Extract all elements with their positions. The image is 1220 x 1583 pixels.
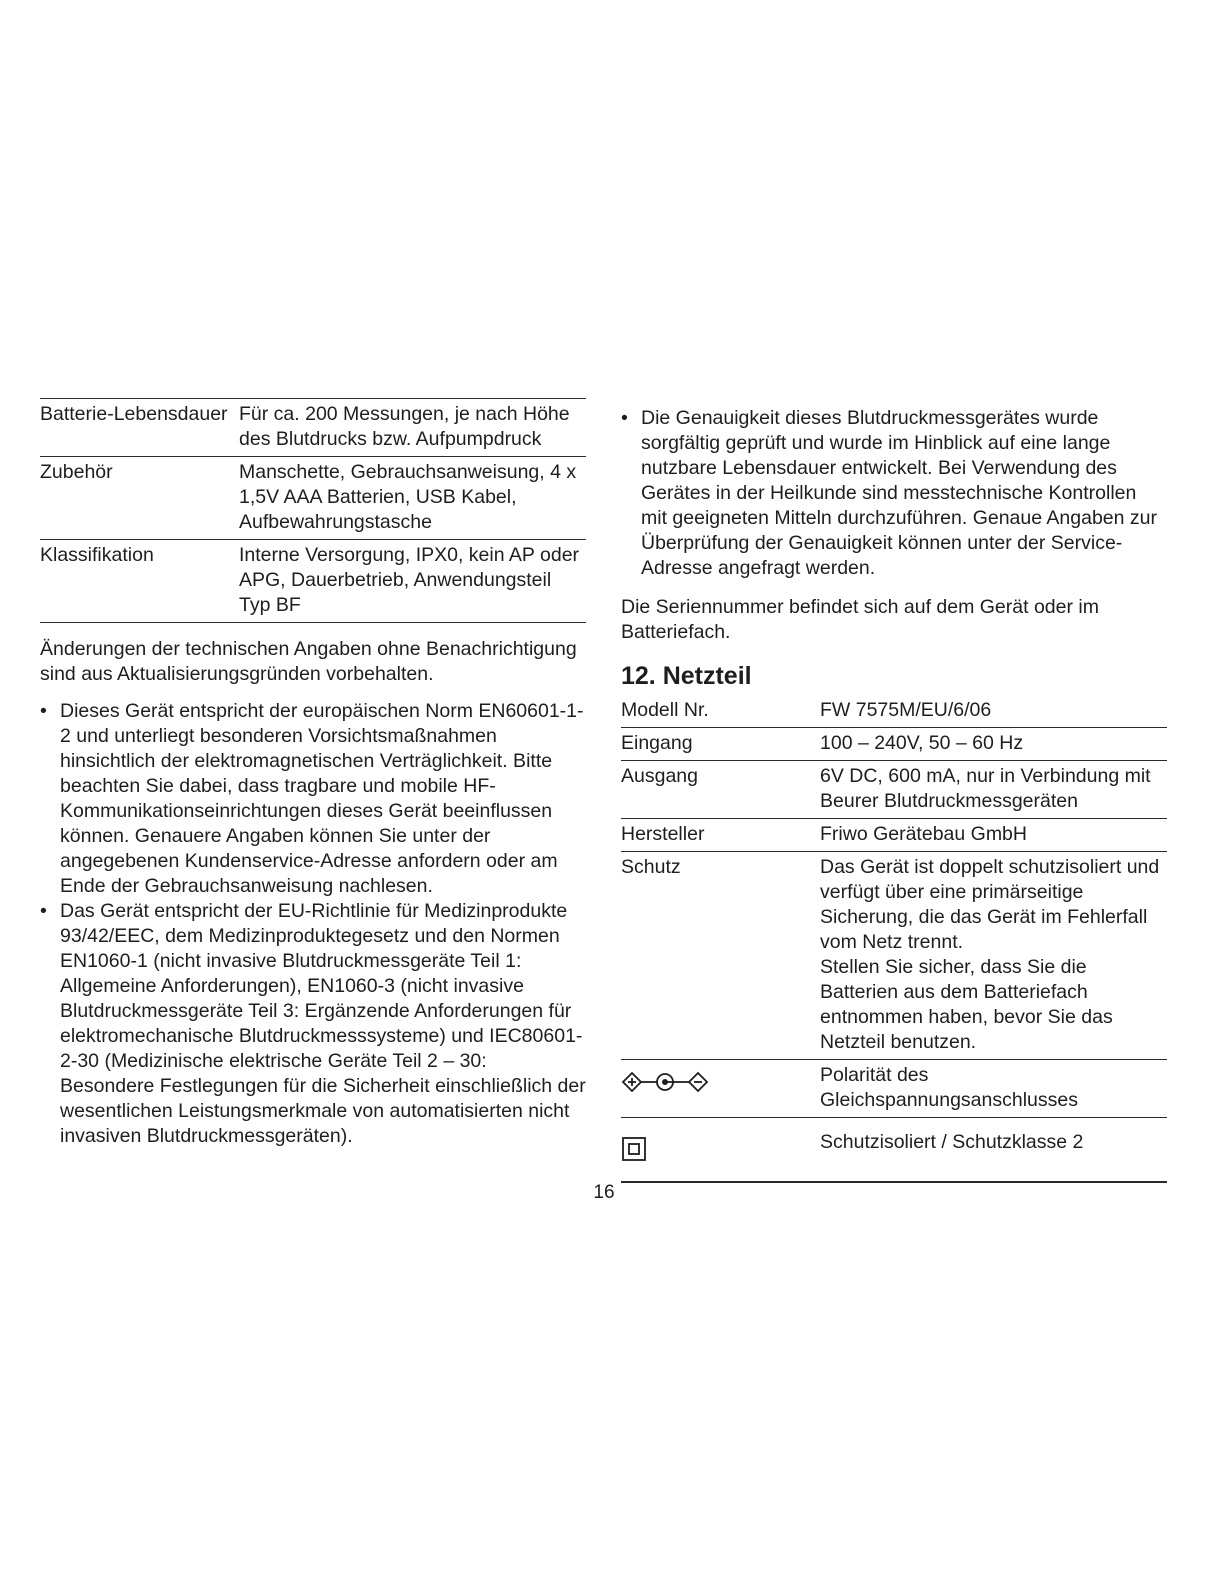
table-row [621, 761, 1167, 819]
serial-note: Die Seriennummer befindet sich auf dem Gerät oder im Batteriefach. [621, 596, 1099, 643]
spec-value [820, 852, 1167, 1060]
table-row [621, 695, 1167, 728]
list-item: • Das Gerät entspricht der EU-Richtlinie für Medizinprodukte 93/42/EEC, dem Medizinproduktegesetz und den Normen EN1060-1 (nicht invasive Blutdruckmessgeräte Teil 1: Allgemeine Anforderungen), EN1060-3 (nicht invasive Blutdruckmessgeräte Teil 3: Ergänzende Anforderungen für elektromechanische Blutdruckmesssysteme) und IEC80601-2-30 (Medizinische elektrische Geräte Teil 2 – 30: Besondere Festlegungen für die Sicherheit einschließlich der wesentlichen Leistungsmerkmale von automatisierten nicht invasiven Blutdruckmessgeräten). [40, 899, 586, 1149]
spec-label: Batterie-Lebensdauer [40, 403, 228, 425]
symbol-description: Schutzisoliert / Schutzklasse 2 [820, 1131, 1084, 1153]
list-item: • Die Genauigkeit dieses Blutdruckmessgerätes wurde sorgfältig geprüft und wurde im Hinblick auf eine lange nutzbare Lebensdauer entwickelt. Bei Verwendung des Gerätes in der Heilkunde sind messtechnische Kontrollen mit geeigneten Mitteln durchzuführen. Genaue Angaben zur Überprüfung der Genauigkeit können unter der Service-Adresse angefragt werden. [621, 406, 1167, 581]
accuracy-list [621, 406, 1167, 581]
symbol-cell [621, 1060, 820, 1118]
change-note: Änderungen der technischen Angaben ohne Benachrichtigung sind aus Aktualisierungsgründen vorbehalten. [40, 638, 577, 685]
table-row [621, 1060, 1167, 1118]
table-row [621, 1118, 1167, 1183]
section-heading: 12. Netzteil [621, 662, 752, 690]
spec-value-line: Das Gerät ist doppelt schutzisoliert und verfügt über eine primärseitige Sicherung, die das Gerät im Fehlerfall vom Netz trennt. [820, 856, 1160, 953]
spec-value: Manschette, Gebrauchsanweisung, 4 x 1,5V AAA Batterien, USB Kabel, Aufbewahrungstasche [239, 461, 577, 533]
spec-label: Hersteller [621, 823, 705, 845]
spec-value: 100 – 240V, 50 – 60 Hz [820, 732, 1024, 754]
right-column [621, 394, 1167, 1183]
power-supply-table [621, 695, 1167, 1183]
table-row [621, 819, 1167, 852]
device-spec-table [40, 398, 586, 623]
spec-value-line: Stellen Sie sicher, dass Sie die Batterien aus dem Batteriefach entnommen haben, bevor Sie das Netzteil benutzen. [820, 956, 1113, 1053]
table-row [621, 728, 1167, 761]
table-row [621, 852, 1167, 1060]
spec-value: 6V DC, 600 mA, nur in Verbindung mit Beurer Blutdruckmessgeräten [820, 765, 1151, 812]
spec-label: Klassifikation [40, 544, 154, 566]
left-column [40, 398, 586, 1149]
table-row [40, 540, 586, 623]
table-row [40, 399, 586, 457]
table-row [40, 457, 586, 540]
protection-class-2-icon [621, 1130, 647, 1169]
spec-value: FW 7575M/EU/6/06 [820, 699, 992, 721]
spec-value: Für ca. 200 Messungen, je nach Höhe des Blutdrucks bzw. Aufpumpdruck [239, 403, 570, 450]
spec-label: Eingang [621, 732, 693, 754]
polarity-icon [621, 1063, 709, 1102]
spec-value: Friwo Gerätebau GmbH [820, 823, 1027, 845]
page-number: 16 [593, 1182, 615, 1203]
spec-label: Zubehör [40, 461, 113, 483]
spec-label: Ausgang [621, 765, 698, 787]
spec-label: Modell Nr. [621, 699, 709, 721]
list-item: • Dieses Gerät entspricht der europäischen Norm EN60601-1-2 und unterliegt besonderen Vorsichtsmaßnahmen hinsichtlich der elektromagnetischen Verträglichkeit. Bitte beachten Sie dabei, dass tragbare und mobile HF-Kommunikationseinrichtungen dieses Gerät beeinflussen können. Genauere Angaben können Sie unter der angegebenen Kundenservice-Adresse anfordern oder am Ende der Gebrauchsanweisung nachlesen. [40, 699, 586, 899]
compliance-list [40, 699, 586, 1149]
spec-label: Schutz [621, 856, 681, 878]
symbol-description: Polarität des Gleichspannungsanschlusses [820, 1064, 1078, 1111]
spec-value: Interne Versorgung, IPX0, kein AP oder APG, Dauerbetrieb, Anwendungsteil Typ BF [239, 544, 580, 616]
symbol-cell [621, 1118, 820, 1183]
